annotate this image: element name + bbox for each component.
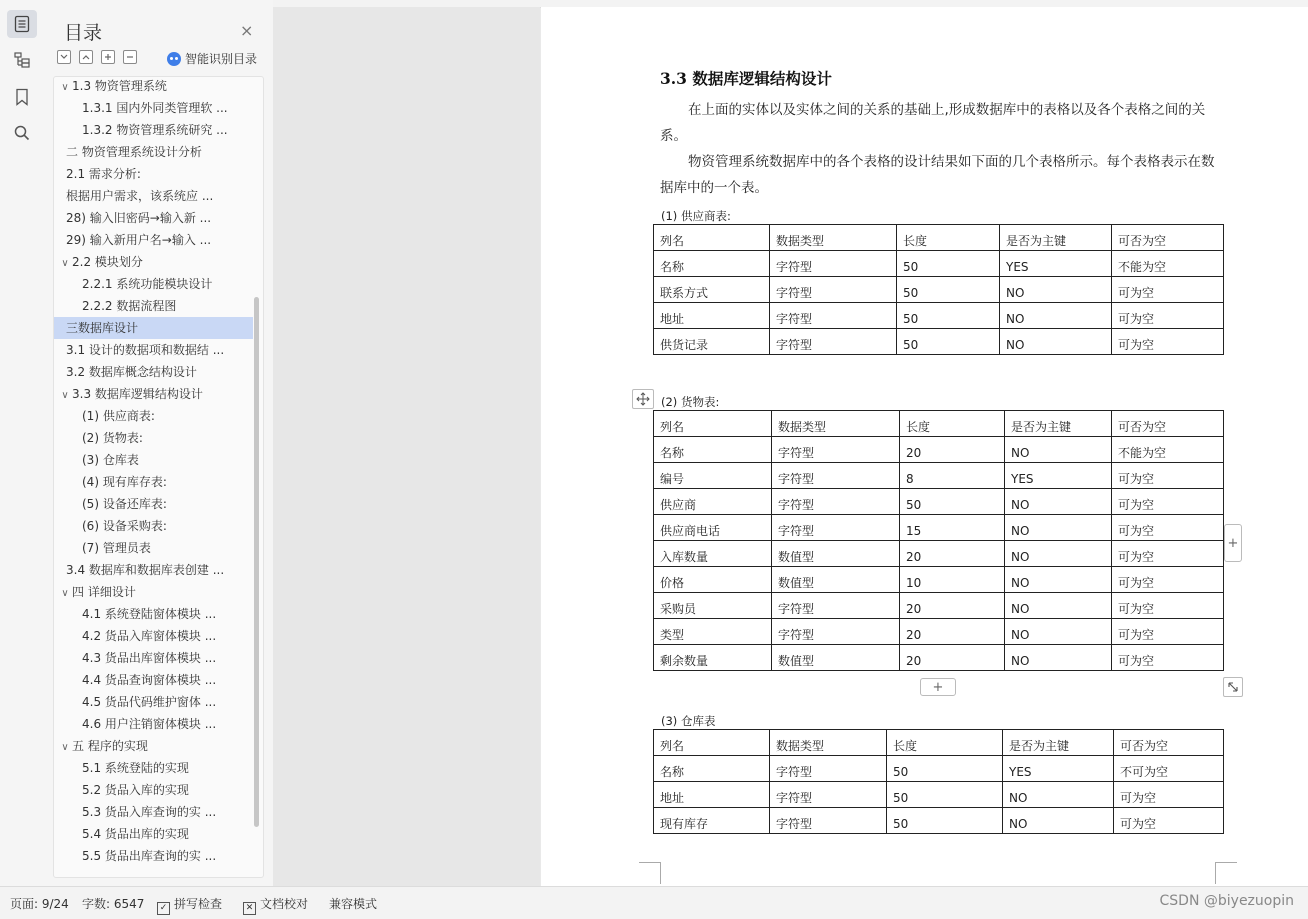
toc-item[interactable] — [54, 383, 253, 405]
toc-item[interactable] — [54, 493, 253, 515]
table-cell[interactable]: 采购员 — [654, 593, 772, 619]
table-cell[interactable]: 字符型 — [770, 329, 897, 355]
table-cell[interactable]: 长度 — [887, 730, 1003, 756]
table-cell[interactable]: 供货记录 — [654, 329, 770, 355]
table-row — [654, 756, 1224, 782]
toc-toolbar — [57, 50, 137, 66]
toc-item-label: (2) 货物表: — [82, 431, 143, 445]
table-cell[interactable]: 可为空 — [1112, 277, 1224, 303]
table-header-row — [654, 411, 1224, 437]
add-heading-icon[interactable] — [101, 50, 115, 64]
table-cell[interactable]: 50 — [897, 251, 1000, 277]
table-cell[interactable]: 列名 — [654, 730, 770, 756]
spell-check-button[interactable] — [157, 895, 222, 915]
table-cell[interactable]: 15 — [900, 515, 1005, 541]
table-cell[interactable]: 剩余数量 — [654, 645, 772, 671]
table-row — [654, 782, 1224, 808]
table-cell[interactable]: 不能为空 — [1112, 437, 1224, 463]
toc-item-label: 3.4 数据库和数据库表创建 ... — [66, 563, 225, 577]
table-cell[interactable]: 50 — [887, 756, 1003, 782]
toc-tree — [53, 76, 264, 878]
table-cell[interactable]: 可为空 — [1112, 489, 1224, 515]
table-cell[interactable]: 可否为空 — [1114, 730, 1224, 756]
chevron-down-icon[interactable]: ∨ — [61, 390, 69, 401]
smart-ai-icon — [167, 52, 181, 66]
toc-item-label: 4.3 货品出库窗体模块 ... — [82, 651, 217, 665]
table-cell[interactable]: 50 — [900, 489, 1005, 515]
chevron-down-icon[interactable]: ∨ — [61, 742, 69, 753]
page-corner-mark-right — [1215, 862, 1237, 884]
table-cell[interactable]: 是否为主键 — [1003, 730, 1114, 756]
add-row-button[interactable]: + — [920, 678, 956, 696]
table-cell[interactable]: 字符型 — [770, 277, 897, 303]
toc-scrollbar[interactable] — [254, 297, 259, 827]
chapter-nav-icon[interactable] — [7, 46, 37, 74]
toc-item[interactable] — [54, 295, 253, 317]
table-cell[interactable]: 供应商电话 — [654, 515, 772, 541]
table-row — [654, 277, 1224, 303]
table-cell[interactable]: 可为空 — [1114, 782, 1224, 808]
add-column-button[interactable]: + — [1224, 524, 1242, 562]
table-move-icon[interactable] — [632, 389, 654, 409]
table-cell[interactable]: 价格 — [654, 567, 772, 593]
table-cell[interactable]: 字符型 — [772, 515, 900, 541]
table-cell[interactable]: 不能为空 — [1112, 251, 1224, 277]
table-row — [654, 619, 1224, 645]
table-cell[interactable]: 字符型 — [772, 463, 900, 489]
watermark-text: CSDN @biyezuopin — [1159, 893, 1294, 909]
toc-item-label: 3.2 数据库概念结构设计 — [66, 365, 197, 379]
toc-item[interactable] — [54, 273, 253, 295]
toc-item-label: 1.3.1 国内外同类管理软 ... — [82, 101, 228, 115]
table-cell[interactable]: 可为空 — [1112, 567, 1224, 593]
table-cell[interactable]: NO — [1005, 567, 1112, 593]
table-row — [654, 251, 1224, 277]
search-icon[interactable] — [7, 119, 37, 147]
proofread-button[interactable] — [243, 895, 308, 915]
table-2-caption: (2) 货物表: — [661, 395, 720, 409]
table-cell[interactable]: NO — [1005, 515, 1112, 541]
table-cell[interactable]: 数据类型 — [770, 730, 887, 756]
table-cell[interactable]: 是否为主键 — [1005, 411, 1112, 437]
toc-item-label: 5.3 货品入库查询的实 ... — [82, 805, 217, 819]
toc-item-label: 五 程序的实现 — [72, 739, 148, 753]
table-cell[interactable]: 50 — [897, 329, 1000, 355]
table-cell[interactable]: 列名 — [654, 225, 770, 251]
table-cell[interactable]: 字符型 — [772, 593, 900, 619]
toc-item[interactable] — [54, 317, 253, 339]
table-cell[interactable]: 数据类型 — [770, 225, 897, 251]
table-row — [654, 808, 1224, 834]
table-cell[interactable]: 可为空 — [1112, 329, 1224, 355]
expand-all-icon[interactable] — [57, 50, 71, 64]
toc-item[interactable] — [54, 76, 253, 97]
toc-item[interactable] — [54, 713, 253, 735]
toc-item[interactable] — [54, 559, 253, 581]
table-row — [654, 489, 1224, 515]
table-row — [654, 541, 1224, 567]
table-cell[interactable]: 入库数量 — [654, 541, 772, 567]
chevron-down-icon[interactable]: ∨ — [61, 258, 69, 269]
table-cell[interactable]: 字符型 — [770, 782, 887, 808]
table-cell[interactable]: 现有库存 — [654, 808, 770, 834]
smart-toc-label: 智能识别目录 — [185, 52, 258, 66]
table-row — [654, 593, 1224, 619]
table-cell[interactable]: YES — [1005, 463, 1112, 489]
table-cell[interactable]: 地址 — [654, 303, 770, 329]
toc-item[interactable] — [54, 229, 253, 251]
toc-item-label: (7) 管理员表 — [82, 541, 151, 555]
toc-item[interactable] — [54, 515, 253, 537]
table-row — [654, 645, 1224, 671]
table-cell[interactable]: NO — [1005, 619, 1112, 645]
toc-item-label: 5.1 系统登陆的实现 — [82, 761, 189, 775]
toc-item-label: 28) 输入旧密码→输入新 ... — [66, 211, 212, 225]
toc-item[interactable] — [54, 163, 253, 185]
table-cell[interactable]: NO — [1000, 329, 1112, 355]
toc-item-label: 5.5 货品出库查询的实 ... — [82, 849, 217, 863]
toc-item-label: 三数据库设计 — [66, 321, 139, 335]
toc-item-label: 2.2 模块划分 — [72, 255, 143, 269]
toc-item[interactable] — [54, 669, 253, 691]
toc-item-label: 二 物资管理系统设计分析 — [66, 145, 202, 159]
toc-item-label: 29) 输入新用户名→输入 ... — [66, 233, 212, 247]
toc-item[interactable] — [54, 691, 253, 713]
compat-mode: 兼容模式 — [329, 897, 378, 911]
section-heading: 3.3 数据库逻辑结构设计 — [660, 69, 832, 88]
toc-panel-icon[interactable] — [7, 10, 37, 38]
table-cell[interactable]: 可为空 — [1112, 463, 1224, 489]
side-icon-rail — [0, 0, 45, 886]
table-cell[interactable]: 数值型 — [772, 645, 900, 671]
table-row — [654, 437, 1224, 463]
table-cell[interactable]: 字符型 — [772, 489, 900, 515]
toc-item-label: 四 详细设计 — [72, 585, 136, 599]
table-cell[interactable]: 可为空 — [1112, 541, 1224, 567]
toc-item[interactable] — [54, 779, 253, 801]
table-cell[interactable]: 字符型 — [770, 756, 887, 782]
table-cell[interactable]: 可否为空 — [1112, 225, 1224, 251]
table-cell[interactable]: 类型 — [654, 619, 772, 645]
toc-item[interactable] — [54, 405, 253, 427]
table-cell[interactable]: 50 — [897, 277, 1000, 303]
table-cell[interactable]: NO — [1005, 593, 1112, 619]
bookmark-icon[interactable] — [7, 83, 37, 111]
table-cell[interactable]: YES — [1003, 756, 1114, 782]
toc-item[interactable] — [54, 449, 253, 471]
table-cell[interactable]: 是否为主键 — [1000, 225, 1112, 251]
toc-item[interactable] — [54, 471, 253, 493]
table-cell[interactable]: 数据类型 — [772, 411, 900, 437]
toc-item[interactable] — [54, 141, 253, 163]
table-cell[interactable]: 编号 — [654, 463, 772, 489]
toc-item-label: (1) 供应商表: — [82, 409, 155, 423]
document-canvas-background — [273, 7, 540, 886]
toc-item[interactable] — [54, 625, 253, 647]
check-icon: ✓ — [157, 902, 170, 915]
toc-item-label: 1.3.2 物资管理系统研究 ... — [82, 123, 228, 137]
table-cell[interactable]: 10 — [900, 567, 1005, 593]
table-cell[interactable]: 20 — [900, 619, 1005, 645]
table-cell[interactable]: 可为空 — [1112, 303, 1224, 329]
page-indicator[interactable]: 页面: 9/24 — [10, 897, 69, 911]
table-header-row — [654, 225, 1224, 251]
table-cell[interactable]: 名称 — [654, 251, 770, 277]
toc-item-label: 2.2.1 系统功能模块设计 — [82, 277, 213, 291]
table-cell[interactable]: NO — [1005, 489, 1112, 515]
toc-item-label: 4.6 用户注销窗体模块 ... — [82, 717, 217, 731]
table-cell[interactable]: 长度 — [897, 225, 1000, 251]
table-cell[interactable]: 可为空 — [1112, 645, 1224, 671]
table-header-row — [654, 730, 1224, 756]
toc-item[interactable] — [54, 823, 253, 845]
table-cell[interactable]: 可为空 — [1114, 808, 1224, 834]
table-cell[interactable]: 可为空 — [1112, 593, 1224, 619]
table-cell[interactable]: 字符型 — [772, 437, 900, 463]
table-cell[interactable]: 长度 — [900, 411, 1005, 437]
table-3-caption: (3) 仓库表 — [661, 714, 716, 728]
table-cell[interactable]: 20 — [900, 437, 1005, 463]
toc-item[interactable] — [54, 801, 253, 823]
toc-item-label: 1.3 物资管理系统 — [72, 79, 167, 93]
toc-item-label: 根据用户需求，该系统应 ... — [66, 189, 214, 203]
table-cell[interactable]: NO — [1005, 645, 1112, 671]
table-cell[interactable]: 列名 — [654, 411, 772, 437]
table-cell[interactable]: NO — [1005, 437, 1112, 463]
page-corner-mark-left — [639, 862, 661, 884]
table-cell[interactable]: 可否为空 — [1112, 411, 1224, 437]
toc-item-label: (3) 仓库表 — [82, 453, 139, 467]
toc-item-label: 3.3 数据库逻辑结构设计 — [72, 387, 203, 401]
table-cell[interactable]: 50 — [887, 808, 1003, 834]
table-cell[interactable]: 供应商 — [654, 489, 772, 515]
table-cell[interactable]: 50 — [887, 782, 1003, 808]
toc-item[interactable] — [54, 647, 253, 669]
table-cell[interactable]: 不可为空 — [1114, 756, 1224, 782]
toc-item[interactable] — [54, 581, 253, 603]
toc-item-label: (4) 现有库存表: — [82, 475, 167, 489]
table-cell[interactable]: 字符型 — [770, 808, 887, 834]
goods-table — [653, 410, 1224, 671]
toc-item-label: 5.4 货品出库的实现 — [82, 827, 189, 841]
toc-item[interactable] — [54, 207, 253, 229]
table-cell[interactable]: NO — [1000, 277, 1112, 303]
toc-item-label: 2.1 需求分析: — [66, 167, 141, 181]
table-cell[interactable]: 8 — [900, 463, 1005, 489]
status-bar — [0, 886, 1308, 919]
proofread-icon: ✕ — [243, 902, 256, 915]
toc-item[interactable] — [54, 845, 253, 867]
table-row — [654, 463, 1224, 489]
toc-item[interactable] — [54, 603, 253, 625]
table-cell[interactable]: 名称 — [654, 437, 772, 463]
remove-heading-icon[interactable] — [123, 50, 137, 64]
table-cell[interactable]: 20 — [900, 593, 1005, 619]
table-cell[interactable]: NO — [1003, 808, 1114, 834]
table-cell[interactable]: YES — [1000, 251, 1112, 277]
table-resize-icon[interactable] — [1223, 677, 1243, 697]
toc-item-label: 4.2 货品入库窗体模块 ... — [82, 629, 217, 643]
toc-item[interactable] — [54, 361, 253, 383]
document-page — [541, 7, 1308, 886]
table-cell[interactable]: 字符型 — [770, 251, 897, 277]
table-cell[interactable]: 可为空 — [1112, 515, 1224, 541]
smart-toc-button[interactable] — [167, 50, 257, 67]
table-cell[interactable]: NO — [1000, 303, 1112, 329]
proofread-label: 文档校对 — [260, 897, 309, 911]
paragraph-1: 在上面的实体以及实体之间的关系的基础上,形成数据库中的表格以及各个表格之间的关系。 — [660, 102, 1206, 144]
toc-item[interactable] — [54, 757, 253, 779]
supplier-table — [653, 224, 1224, 355]
table-1-caption: (1) 供应商表: — [661, 209, 731, 223]
table-cell[interactable]: 名称 — [654, 756, 770, 782]
table-cell[interactable]: 50 — [897, 303, 1000, 329]
table-cell[interactable]: 字符型 — [770, 303, 897, 329]
toc-item[interactable] — [54, 339, 253, 361]
toc-item[interactable] — [54, 427, 253, 449]
collapse-all-icon[interactable] — [79, 50, 93, 64]
toc-item-label: 4.4 货品查询窗体模块 ... — [82, 673, 217, 687]
table-cell[interactable]: 20 — [900, 645, 1005, 671]
spell-check-label: 拼写检查 — [174, 897, 223, 911]
table-row — [654, 329, 1224, 355]
toc-item[interactable] — [54, 97, 253, 119]
toc-item-label: 4.1 系统登陆窗体模块 ... — [82, 607, 217, 621]
toc-item[interactable] — [54, 119, 253, 141]
nav-panel-title: 目录 — [64, 22, 103, 44]
chevron-down-icon[interactable]: ∨ — [61, 588, 69, 599]
table-cell[interactable]: 联系方式 — [654, 277, 770, 303]
toc-item[interactable] — [54, 537, 253, 559]
table-cell[interactable]: 可为空 — [1112, 619, 1224, 645]
table-row — [654, 567, 1224, 593]
toc-item-label: (6) 设备采购表: — [82, 519, 167, 533]
chevron-down-icon[interactable]: ∨ — [61, 82, 69, 93]
table-cell[interactable]: 数值型 — [772, 567, 900, 593]
toc-item-label: 4.5 货品代码维护窗体 ... — [82, 695, 217, 709]
table-cell[interactable]: 数值型 — [772, 541, 900, 567]
table-row — [654, 303, 1224, 329]
toc-item-label: 2.2.2 数据流程图 — [82, 299, 177, 313]
warehouse-table — [653, 729, 1224, 834]
toc-item-label: (5) 设备还库表: — [82, 497, 167, 511]
toc-item[interactable] — [54, 735, 253, 757]
table-cell[interactable]: 字符型 — [772, 619, 900, 645]
paragraph-2: 物资管理系统数据库中的各个表格的设计结果如下面的几个表格所示。每个表格表示在数据库中的一个表。 — [660, 154, 1215, 196]
word-count[interactable]: 字数: 6547 — [82, 897, 145, 911]
table-cell[interactable]: 地址 — [654, 782, 770, 808]
navigation-panel — [44, 0, 273, 886]
toc-item-label: 3.1 设计的数据项和数据结 ... — [66, 343, 225, 357]
toc-item[interactable] — [54, 185, 253, 207]
table-row — [654, 515, 1224, 541]
close-icon[interactable]: × — [240, 21, 254, 40]
table-cell[interactable]: NO — [1005, 541, 1112, 567]
table-cell[interactable]: 20 — [900, 541, 1005, 567]
table-cell[interactable]: NO — [1003, 782, 1114, 808]
toc-item[interactable] — [54, 251, 253, 273]
toc-item-label: 5.2 货品入库的实现 — [82, 783, 189, 797]
